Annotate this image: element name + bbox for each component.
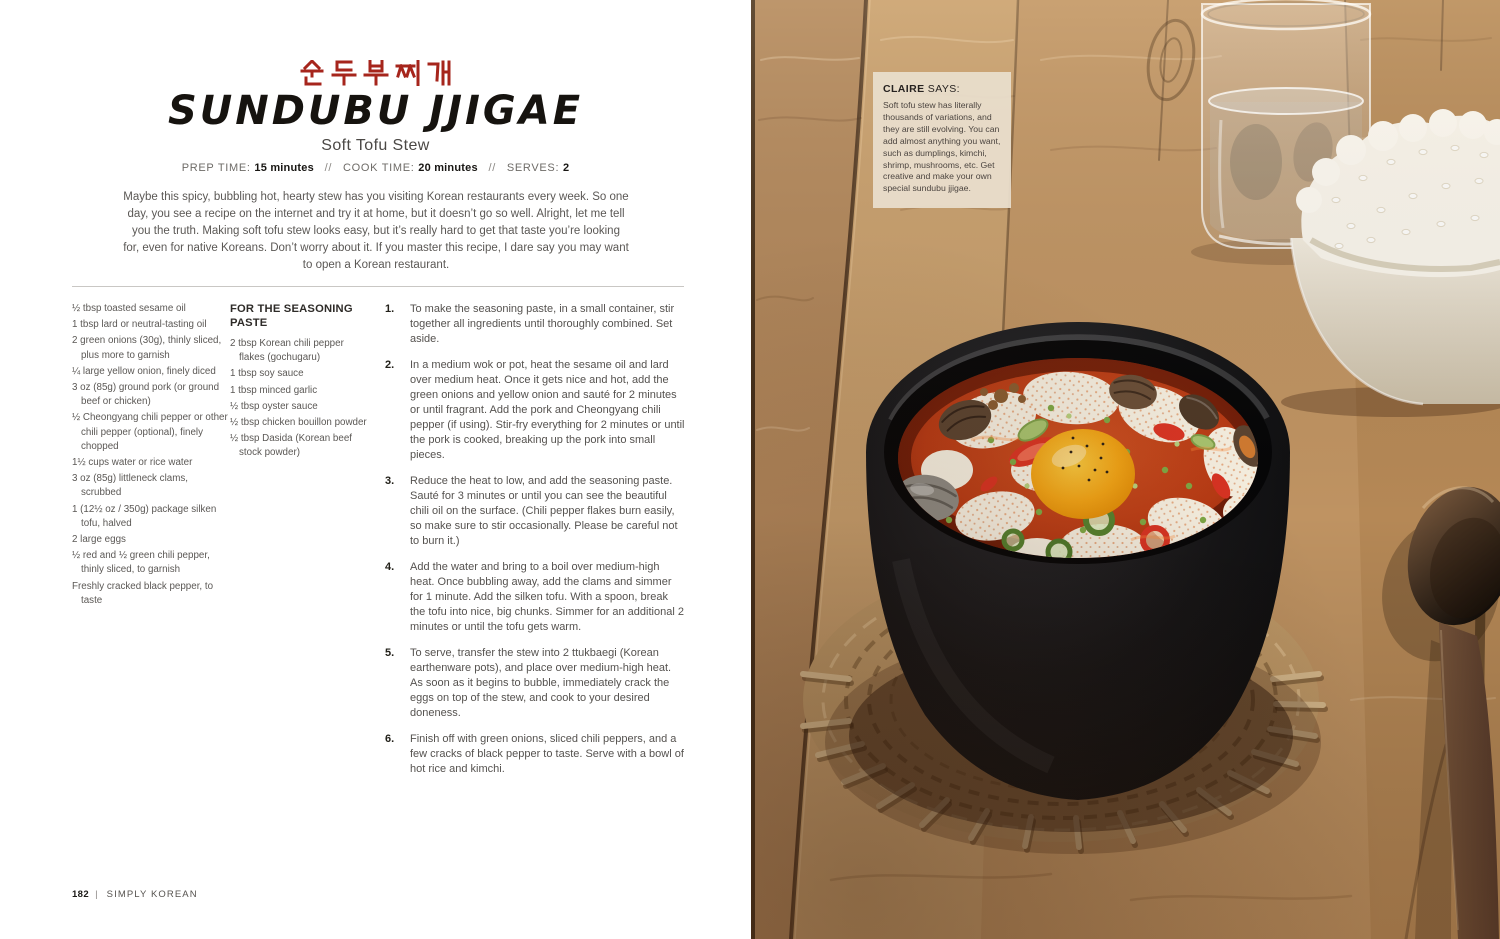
claire-says-box: [873, 72, 1011, 208]
seasoning-header: FOR THE SEASONING PASTE: [230, 303, 353, 329]
step-number: 3.: [385, 475, 395, 487]
recipe-intro: Maybe this spicy, bubbling hot, hearty stew has you visiting Korean restaurants every week. So one day, you see a recipe on the internet and try it at home, but it doesn’t go so well. Alright, let me tell you the truth. Making soft tofu stew looks easy, but it’s really hard to get that taste you’re looking for, even for native Koreans. Don’t worry about it. If you master this recipe, I dare say you may want to open a Korean restaurant.: [123, 191, 629, 271]
ingredient-item: ½ red and ½ green chili pepper, thinly sliced, to garnish: [72, 550, 210, 576]
seasoning-item: ½ tbsp oyster sauce: [230, 400, 318, 412]
ingredients-column: [72, 302, 230, 788]
step-text: To serve, transfer the stew into 2 ttukbaegi (Korean earthenware pots), and place over medium-high heat. As soon as it begins to bubble, immediately crack the eggs on top of the stew, and cook to your desired doneness.: [410, 647, 672, 719]
cook-time-label: COOK TIME:: [342, 162, 415, 174]
direction-step: [385, 646, 686, 721]
prep-time-label: PREP TIME:: [181, 162, 251, 174]
footer-divider: |: [95, 889, 99, 900]
cook-time-value: 20 minutes: [418, 162, 478, 174]
direction-step: [385, 474, 686, 549]
page-footer: [72, 889, 198, 900]
ingredient-item: ½ Cheongyang chili pepper or other chili pepper (optional), finely chopped: [72, 412, 228, 452]
step-text: To make the seasoning paste, in a small container, stir together all ingredients until thoroughly combined. Set aside.: [410, 303, 675, 345]
direction-step: [385, 560, 686, 635]
ingredient-item: Freshly cracked black pepper, to taste: [72, 580, 214, 606]
directions-column: [385, 302, 686, 788]
step-text: Finish off with green onions, sliced chili peppers, and a few cracks of black pepper to taste. Serve with a bowl of hot rice and kimchi.: [410, 733, 684, 775]
step-number: 5.: [385, 647, 395, 659]
step-number: 6.: [385, 733, 395, 745]
ingredient-item: 3 oz (85g) littleneck clams, scrubbed: [72, 473, 188, 499]
book-title: SIMPLY KOREAN: [106, 889, 198, 900]
serves-label: SERVES:: [506, 162, 560, 174]
meta-separator: //: [488, 162, 497, 174]
direction-step: [385, 732, 686, 777]
ingredient-item: 1 tbsp lard or neutral-tasting oil: [72, 319, 207, 331]
ingredient-item: 1 (12½ oz / 350g) package silken tofu, halved: [72, 503, 217, 529]
direction-step: [385, 302, 686, 347]
claire-name: CLAIRE: [883, 83, 925, 95]
seasoning-item: 1 tbsp minced garlic: [230, 384, 318, 396]
ingredient-item: 2 green onions (30g), thinly sliced, plus more to garnish: [72, 335, 222, 361]
recipe-title: SUNDUBU JJIGAE: [167, 88, 584, 134]
korean-title-graphic: [296, 60, 456, 86]
serves-value: 2: [562, 162, 570, 174]
ingredient-item: 3 oz (85g) ground pork (or ground beef or chicken): [72, 382, 220, 408]
meta-separator: //: [324, 162, 333, 174]
seasoning-column: [230, 302, 385, 788]
ingredient-item: 2 large eggs: [72, 534, 126, 546]
step-text: In a medium wok or pot, heat the sesame oil and lard over medium heat. Once it gets nice and hot, add the green onions and yellow onion and sauté for 2 minutes or until fragrant. Add the pork and Cheongyang chili pepper (if using). Stir-fry everything for 2 minutes or until the pork is cooked, breaking up the pork into small pieces.: [410, 359, 685, 461]
korean-title-text: [0, 0, 1, 1]
divider-rule: [72, 286, 684, 287]
step-text: Reduce the heat to low, and add the seasoning paste. Sauté for 3 minutes or until you can see the beautiful chili oil on the surface. (Chili pepper flakes burn easily, so make sure to stir occasionally. Please be careful not to burn it.): [410, 475, 678, 547]
recipe-subtitle: Soft Tofu Stew: [321, 137, 430, 154]
ingredient-item: ½ tbsp toasted sesame oil: [72, 303, 186, 314]
food-photo: [751, 0, 1500, 939]
prep-time-value: 15 minutes: [254, 162, 314, 174]
recipe-columns: [72, 302, 686, 788]
claire-says-body: Soft tofu stew has literally thousands of variations, and they are still evolving. You can add almost anything you want, such as dumplings, kimchi, shrimp, mushrooms, etc. Get creative and make your own special sundubu jjigae.: [883, 100, 1001, 194]
claire-says-suffix: SAYS:: [924, 83, 960, 95]
vignette-overlay: [751, 0, 1500, 939]
step-number: 2.: [385, 359, 395, 371]
page-number: 182: [72, 889, 90, 900]
ingredient-item: ¼ large yellow onion, finely diced: [72, 365, 216, 377]
recipe-meta: [0, 162, 751, 174]
seasoning-item: ½ tbsp Dasida (Korean beef stock powder): [230, 433, 352, 459]
claire-says-title: [883, 83, 1001, 95]
photo-page: [751, 0, 1500, 939]
ingredient-item: 1½ cups water or rice water: [72, 457, 193, 469]
step-text: Add the water and bring to a boil over medium-high heat. Once bubbling away, add the clams and simmer for 1 minute. Add the silken tofu. With a spoon, break the tofu into nice, big chunks. Simmer for an additional 2 minutes or until the tofu gets warm.: [410, 561, 684, 633]
seasoning-item: ½ tbsp chicken bouillon powder: [230, 417, 367, 429]
step-number: 1.: [385, 303, 395, 315]
seasoning-item: 2 tbsp Korean chili pepper flakes (gochugaru): [230, 338, 344, 364]
seasoning-item: 1 tbsp soy sauce: [230, 368, 304, 380]
step-number: 4.: [385, 561, 395, 573]
direction-step: [385, 358, 686, 463]
